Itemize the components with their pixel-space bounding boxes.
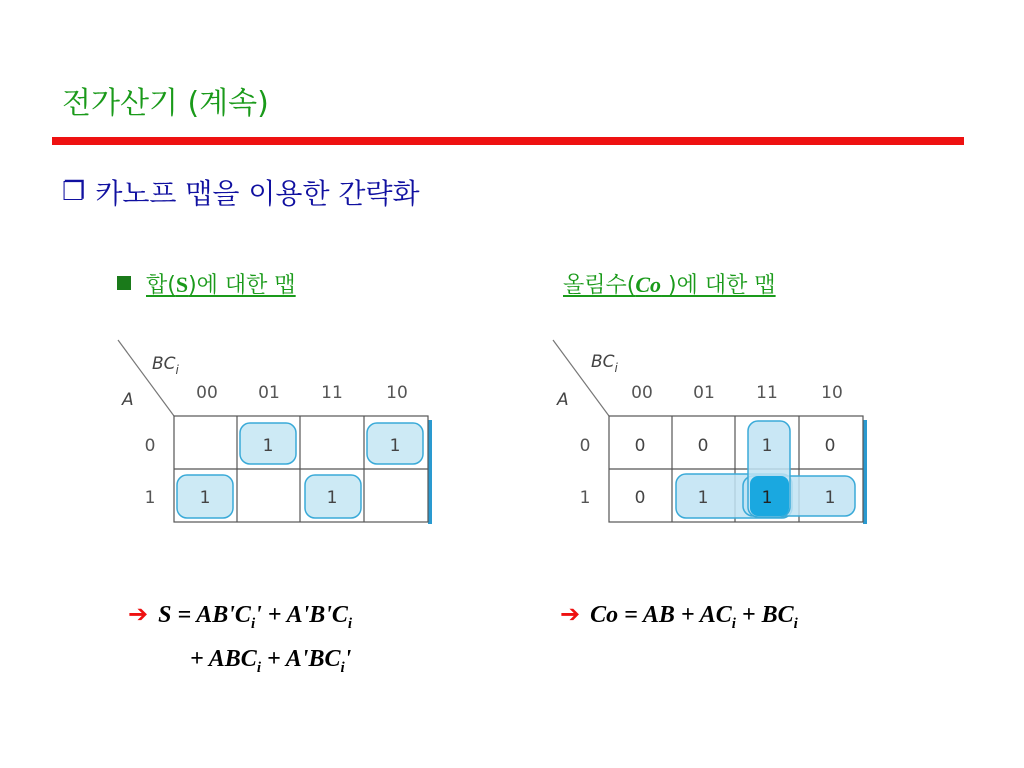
sum-kmap (110, 335, 440, 535)
carry-heading-post: )에 대한 맵 (661, 273, 776, 298)
kmap-cell: 1 (389, 436, 401, 456)
carry-heading-pre: 올림수( (563, 273, 636, 298)
kmap-corner-left: A (122, 390, 134, 410)
page-title: 전가산기 (계속) (62, 86, 269, 121)
row-label: 1 (579, 488, 591, 508)
row-label: 0 (144, 436, 156, 456)
square-bullet-icon (117, 276, 131, 290)
kmap-cell: 1 (199, 488, 211, 508)
kmap-corner-top: $BC_i$ (152, 354, 179, 377)
kmap-cell: 1 (761, 488, 773, 508)
kmap-cell: 1 (824, 488, 836, 508)
carry-formula: ➔ Co = AB + $AC_i + BC_i$ (560, 600, 798, 632)
kmap-cell: 1 (262, 436, 274, 456)
sum-heading-post: )에 대한 맵 (188, 273, 296, 298)
kmap-cell: 1 (326, 488, 338, 508)
kmap-corner-top: $BC_i$ (591, 352, 618, 375)
row-label: 1 (144, 488, 156, 508)
carry-kmap (545, 335, 875, 535)
kmap-cell: 1 (697, 488, 709, 508)
title-divider (52, 137, 964, 145)
sum-formula-line1: ➔ $S = AB'C_i' + A'B'C_i$ (128, 600, 353, 632)
kmap-cell: 0 (824, 436, 836, 456)
col-label: 10 (386, 383, 408, 403)
sum-heading-var: S (175, 272, 189, 297)
col-label: 00 (196, 383, 218, 403)
sum-formula-line2: + $ABC_i + A'BC_i'$ (190, 646, 352, 676)
carry-map-heading (563, 268, 776, 299)
carry-heading-var: Co (635, 272, 662, 297)
col-label: 10 (821, 383, 843, 403)
kmap-edge-shadow (428, 420, 432, 524)
col-label: 00 (631, 383, 653, 403)
kmap-cell: 0 (697, 436, 709, 456)
col-label: 01 (693, 383, 715, 403)
col-label: 11 (756, 383, 778, 403)
checkbox-bullet-icon: ❐ (62, 177, 86, 207)
arrow-right-icon: ➔ (128, 600, 149, 628)
col-label: 11 (321, 383, 343, 403)
sum-heading-pre: 합( (146, 273, 176, 298)
kmap-cell: 1 (761, 436, 773, 456)
main-bullet-text: 카노프 맵을 이용한 간략화 (95, 177, 420, 210)
arrow-right-icon: ➔ (560, 600, 581, 628)
kmap-corner-left: A (557, 390, 569, 410)
main-bullet (62, 172, 420, 212)
row-label: 0 (579, 436, 591, 456)
col-label: 01 (258, 383, 280, 403)
sum-map-heading (146, 268, 296, 299)
kmap-cell: 0 (634, 436, 646, 456)
kmap-cell: 0 (634, 488, 646, 508)
